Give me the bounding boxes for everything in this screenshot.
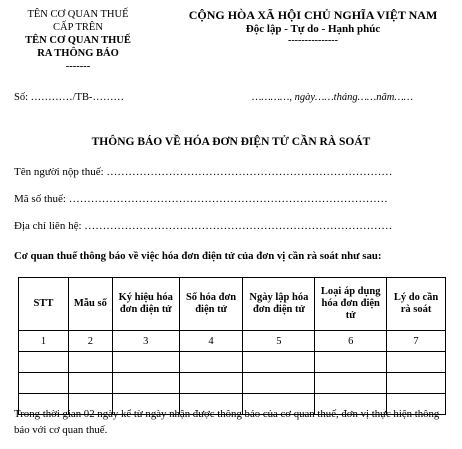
col-header-stt: STT [19, 278, 69, 331]
document-title: THÔNG BÁO VỀ HÓA ĐƠN ĐIỆN TỬ CẦN RÀ SOÁT [91, 136, 371, 148]
table-header-row [19, 278, 446, 331]
table-cell [243, 352, 315, 373]
table-cell [179, 373, 243, 394]
issuing-tax-authority-line1: TÊN CƠ QUAN THUẾ [25, 35, 131, 46]
table-row [19, 373, 446, 394]
table-cell: 3 [112, 331, 179, 352]
col-header-form-number: Mẫu số [68, 278, 112, 331]
table-cell [112, 352, 179, 373]
table-cell [387, 352, 446, 373]
notice-intro: Cơ quan thuế thông báo về việc hóa đơn điện tử của đơn vị cần rà soát như sau: [14, 250, 382, 262]
national-motto-block [168, 8, 458, 46]
table-cell: 6 [315, 331, 387, 352]
col-header-review-reason: Lý do cần rà soát [387, 278, 446, 331]
col-header-invoice-date: Ngày lập hóa đơn điện tử [243, 278, 315, 331]
table-cell: 2 [68, 331, 112, 352]
contact-address-field: Địa chỉ liên hệ: ………………………………………………………………………… [14, 220, 393, 232]
document-number: Số: …………/TB-……… [14, 92, 124, 103]
taxpayer-name-field: Tên người nộp thuế: …………………………………………………………………… [14, 166, 393, 178]
table-cell [387, 373, 446, 394]
table-cell [315, 352, 387, 373]
invoice-review-table [18, 277, 446, 415]
superior-tax-authority-line2: CẤP TRÊN [53, 22, 103, 33]
table-cell: 5 [243, 331, 315, 352]
col-header-invoice-number: Số hóa đơn điện tử [179, 278, 243, 331]
motto: Độc lập - Tự do - Hạnh phúc [245, 23, 381, 35]
country-name: CỘNG HÒA XÃ HỘI CHỦ NGHĨA VIỆT NAM [188, 8, 438, 22]
table-cell [19, 352, 69, 373]
table-cell: 4 [179, 331, 243, 352]
footer-note: Trong thời gian 02 ngày kể từ ngày nhận được thông báo của cơ quan thuế, đơn vị thực hiện thông báo với cơ quan thuế. [14, 408, 440, 436]
table-cell [68, 352, 112, 373]
col-header-invoice-symbol: Ký hiệu hóa đơn điện tử [112, 278, 179, 331]
table-cell: 1 [19, 331, 69, 352]
table-cell [243, 373, 315, 394]
header-left-divider: ------- [65, 61, 91, 72]
tax-code-field: Mã số thuế: …………………………………………………………………………… [14, 193, 388, 205]
table-cell: 7 [387, 331, 446, 352]
table-index-row [19, 331, 446, 352]
table-cell [19, 373, 69, 394]
issuing-authority-block [8, 8, 148, 73]
table-cell [179, 352, 243, 373]
table-row [19, 352, 446, 373]
table-cell [315, 373, 387, 394]
table-cell [68, 373, 112, 394]
issuing-tax-authority-line2: RA THÔNG BÁO [37, 48, 119, 59]
motto-divider: --------------- [288, 35, 338, 46]
col-header-invoice-type: Loại áp dụng hóa đơn điện tử [315, 278, 387, 331]
table-cell [112, 373, 179, 394]
superior-tax-authority-line1: TÊN CƠ QUAN THUẾ [27, 9, 129, 20]
document-date: …………, ngày……tháng……năm…… [252, 92, 414, 103]
